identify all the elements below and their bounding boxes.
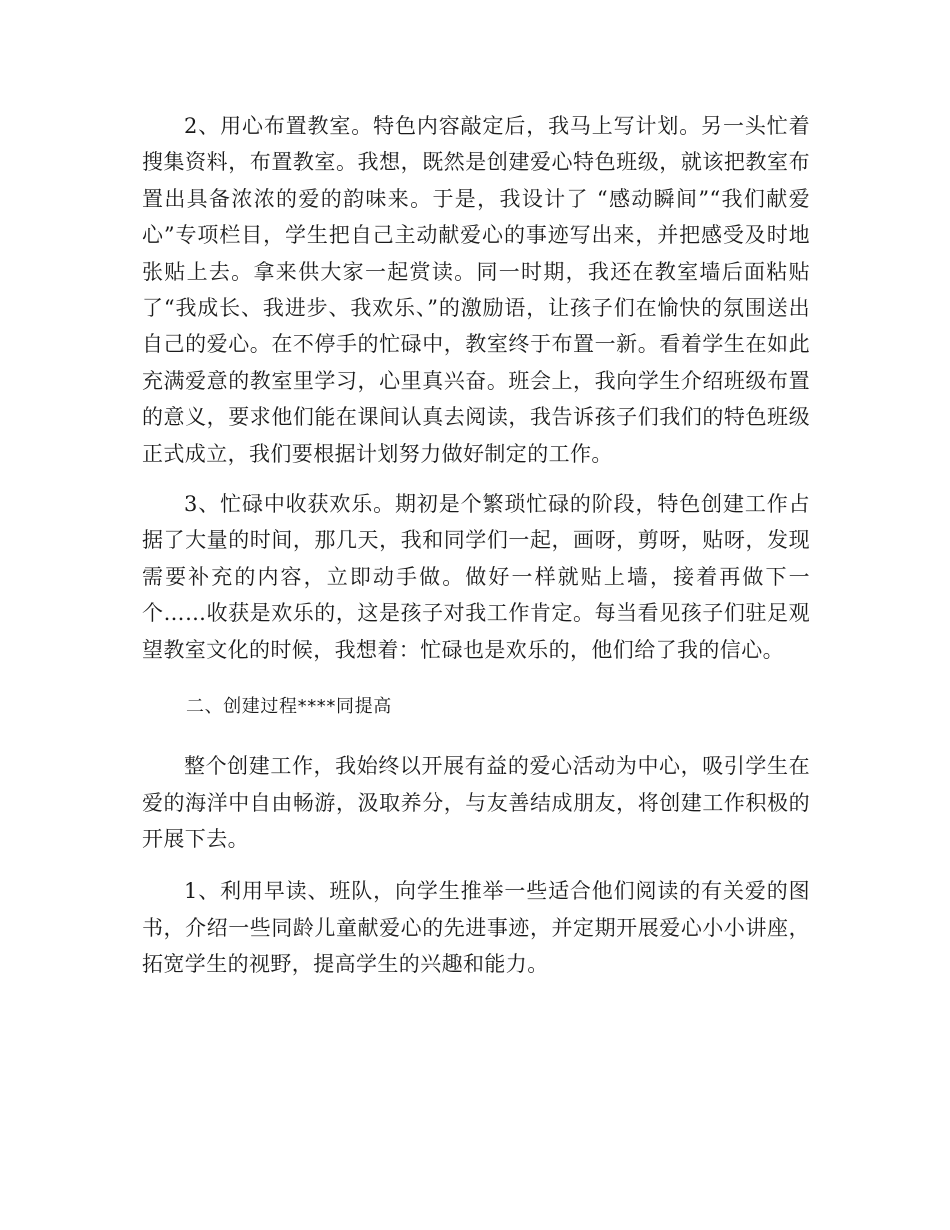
- document-body: [142, 108, 810, 983]
- paragraph-reading-activities: 1、利用早读、班队，向学生推举一些适合他们阅读的有关爱的图书，介绍一些同龄儿童献爱心的先进事迹，并定期开展爱心小小讲座，拓宽学生的视野，提高学生的兴趣和能力。: [142, 879, 810, 977]
- paragraph-busy-joy: 3、忙碌中收获欢乐。期初是个繁琐忙碌的阶段，特色创建工作占据了大量的时间，那几天，我和同学们一起，画呀，剪呀，贴呀，发现需要补充的内容，立即动手做。做好一样就贴上墙，接着再做下一个……收获是欢乐的，这是孩子对我工作肯定。每当看见孩子们驻足观望教室文化的时候，我想着：忙碌也是欢乐的，他们给了我的信心。: [142, 492, 810, 662]
- paragraph-overview: 整个创建工作，我始终以开展有益的爱心活动为中心，吸引学生在爱的海洋中自由畅游，汲取养分，与友善结成朋友，将创建工作积极的开展下去。: [142, 754, 810, 851]
- section-heading: 二、创建过程****同提高: [186, 696, 392, 718]
- paragraph-classroom-layout: 2、用心布置教室。特色内容敲定后，我马上写计划。另一头忙着搜集资料，布置教室。我想，既然是创建爱心特色班级，就该把教室布置出具备浓浓的爱的韵味来。于是，我设计了 “感动瞬间”“我们献爱心”专项栏目，学生把自己主动献爱心的事迹写出来，并把感受及时地张贴上去。拿来供大家一起赏读。同一时期，我还在教室墙后面粘贴了“我成长、我进步、我欢乐、”的激励语，让孩子们在愉快的氛围送出自己的爱心。在不停手的忙碌中，教室终于布置一新。看着学生在如此充满爱意的教室里学习，心里真兴奋。班会上，我向学生介绍班级布置的意义，要求他们能在课间认真去阅读，我告诉孩子们我们的特色班级正式成立，我们要根据计划努力做好制定的工作。: [142, 114, 810, 466]
